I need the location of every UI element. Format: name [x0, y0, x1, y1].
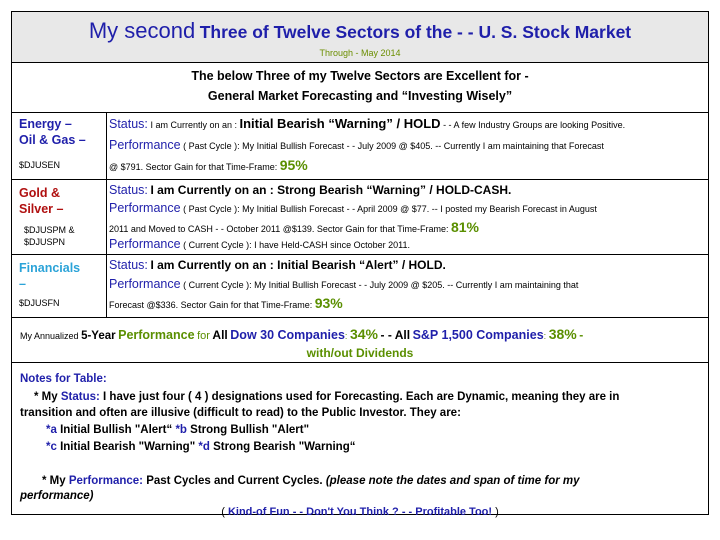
sector-row-energy — [12, 113, 708, 180]
notes-performance-line-1: * My Performance: Past Cycles and Current Cycles. (please note the dates and span of time for my — [42, 475, 580, 487]
sector-symbol: $DJUSPM & $DJUSPN — [24, 225, 75, 247]
notes-status-line-1: * My Status: I have just four ( 4 ) designations used for Forecasting. Each are Dynamic, meaning they are in — [34, 391, 620, 403]
page-title: My second Three of Twelve Sectors of the - - U. S. Stock Market — [88, 18, 632, 43]
annualized-dividends: with/out Dividends — [306, 346, 414, 360]
sector-name: Energy – Oil & Gas – — [19, 117, 86, 147]
notes-performance-line-2: performance) — [20, 490, 94, 502]
intro-line-2: General Market Forecasting and “Investing Wisely” — [207, 89, 513, 103]
sector-row-financials — [12, 255, 708, 318]
sector-detail-cell — [107, 255, 708, 317]
performance-line-2: Forecast @$336. Sector Gain for that Time-Frame: 93% — [109, 295, 343, 311]
sector-symbol: $DJUSFN — [19, 298, 60, 308]
performance-current-line: Performance ( Current Cycle ): I have Held-CASH since October 2011. — [109, 237, 410, 251]
intro-section — [12, 63, 708, 113]
notes-designations-cd: *c Initial Bearish "Warning" *d Strong Bearish "Warning“ — [46, 441, 356, 453]
sector-label-cell — [12, 255, 107, 317]
sector-gain: 93% — [314, 295, 343, 311]
annualized-performance — [12, 318, 708, 363]
sector-row-gold — [12, 180, 708, 255]
sector-label-cell — [12, 180, 107, 254]
sector-gain: 81% — [450, 219, 480, 235]
sector-detail-cell — [107, 180, 708, 254]
sector-name: Gold & Silver – — [19, 186, 64, 216]
notes-status-line-2: transition and often are illusive (difficult to read) to the Public Investor. They are: — [20, 407, 461, 419]
annualized-line-1: My Annualized 5-Year Performance for All Dow 30 Companies: 34% - - All S&P 1,500 Companies: 38% - — [20, 326, 584, 342]
status-line: Status: I am Currently on an : Initial Bearish “Warning” / HOLD - - A few Industry Groups are looking Positive. — [109, 116, 626, 131]
sector-name: Financials – — [19, 261, 81, 291]
status-line: Status: I am Currently on an : Strong Bearish “Warning” / HOLD-CASH. — [109, 183, 512, 197]
performance-line-2: @ $791. Sector Gain for that Time-Frame: 95% — [109, 157, 308, 173]
through-date: Through - May 2014 — [319, 48, 401, 58]
notes-section — [12, 363, 708, 518]
sector-gain: 95% — [279, 157, 308, 173]
notes-title: Notes for Table: — [20, 373, 107, 385]
notes-designations-ab: *a Initial Bullish "Alert“ *b Strong Bullish "Alert" — [46, 424, 310, 436]
main-table — [11, 11, 709, 518]
performance-line: Performance ( Current Cycle ): My Initial Bullish Forecast - - July 2009 @ $205. -- Currently I am maintaining that — [109, 277, 579, 291]
intro-line-1: The below Three of my Twelve Sectors are Excellent for - — [191, 69, 529, 83]
notes-closing: ( Kind-of Fun - - Don't You Think ? - - Profitable Too! ) — [221, 506, 499, 518]
sector-label-cell — [12, 113, 107, 179]
status-line: Status: I am Currently on an : Initial Bearish “Alert” / HOLD. — [109, 258, 446, 272]
sector-symbol: $DJUSEN — [19, 160, 61, 170]
performance-line: Performance ( Past Cycle ): My Initial Bullish Forecast - - July 2009 @ $405. -- Currently I am maintaining that Forecast — [109, 138, 604, 152]
performance-line: Performance ( Past Cycle ): My Initial Bullish Forecast - - April 2009 @ $77. -- I posted my Bearish Forecast in August — [109, 201, 597, 215]
header-banner — [12, 12, 708, 63]
sector-detail-cell — [107, 113, 708, 179]
performance-line-2: 2011 and Moved to CASH - - October 2011 @$139. Sector Gain for that Time-Frame: 81% — [109, 219, 480, 235]
